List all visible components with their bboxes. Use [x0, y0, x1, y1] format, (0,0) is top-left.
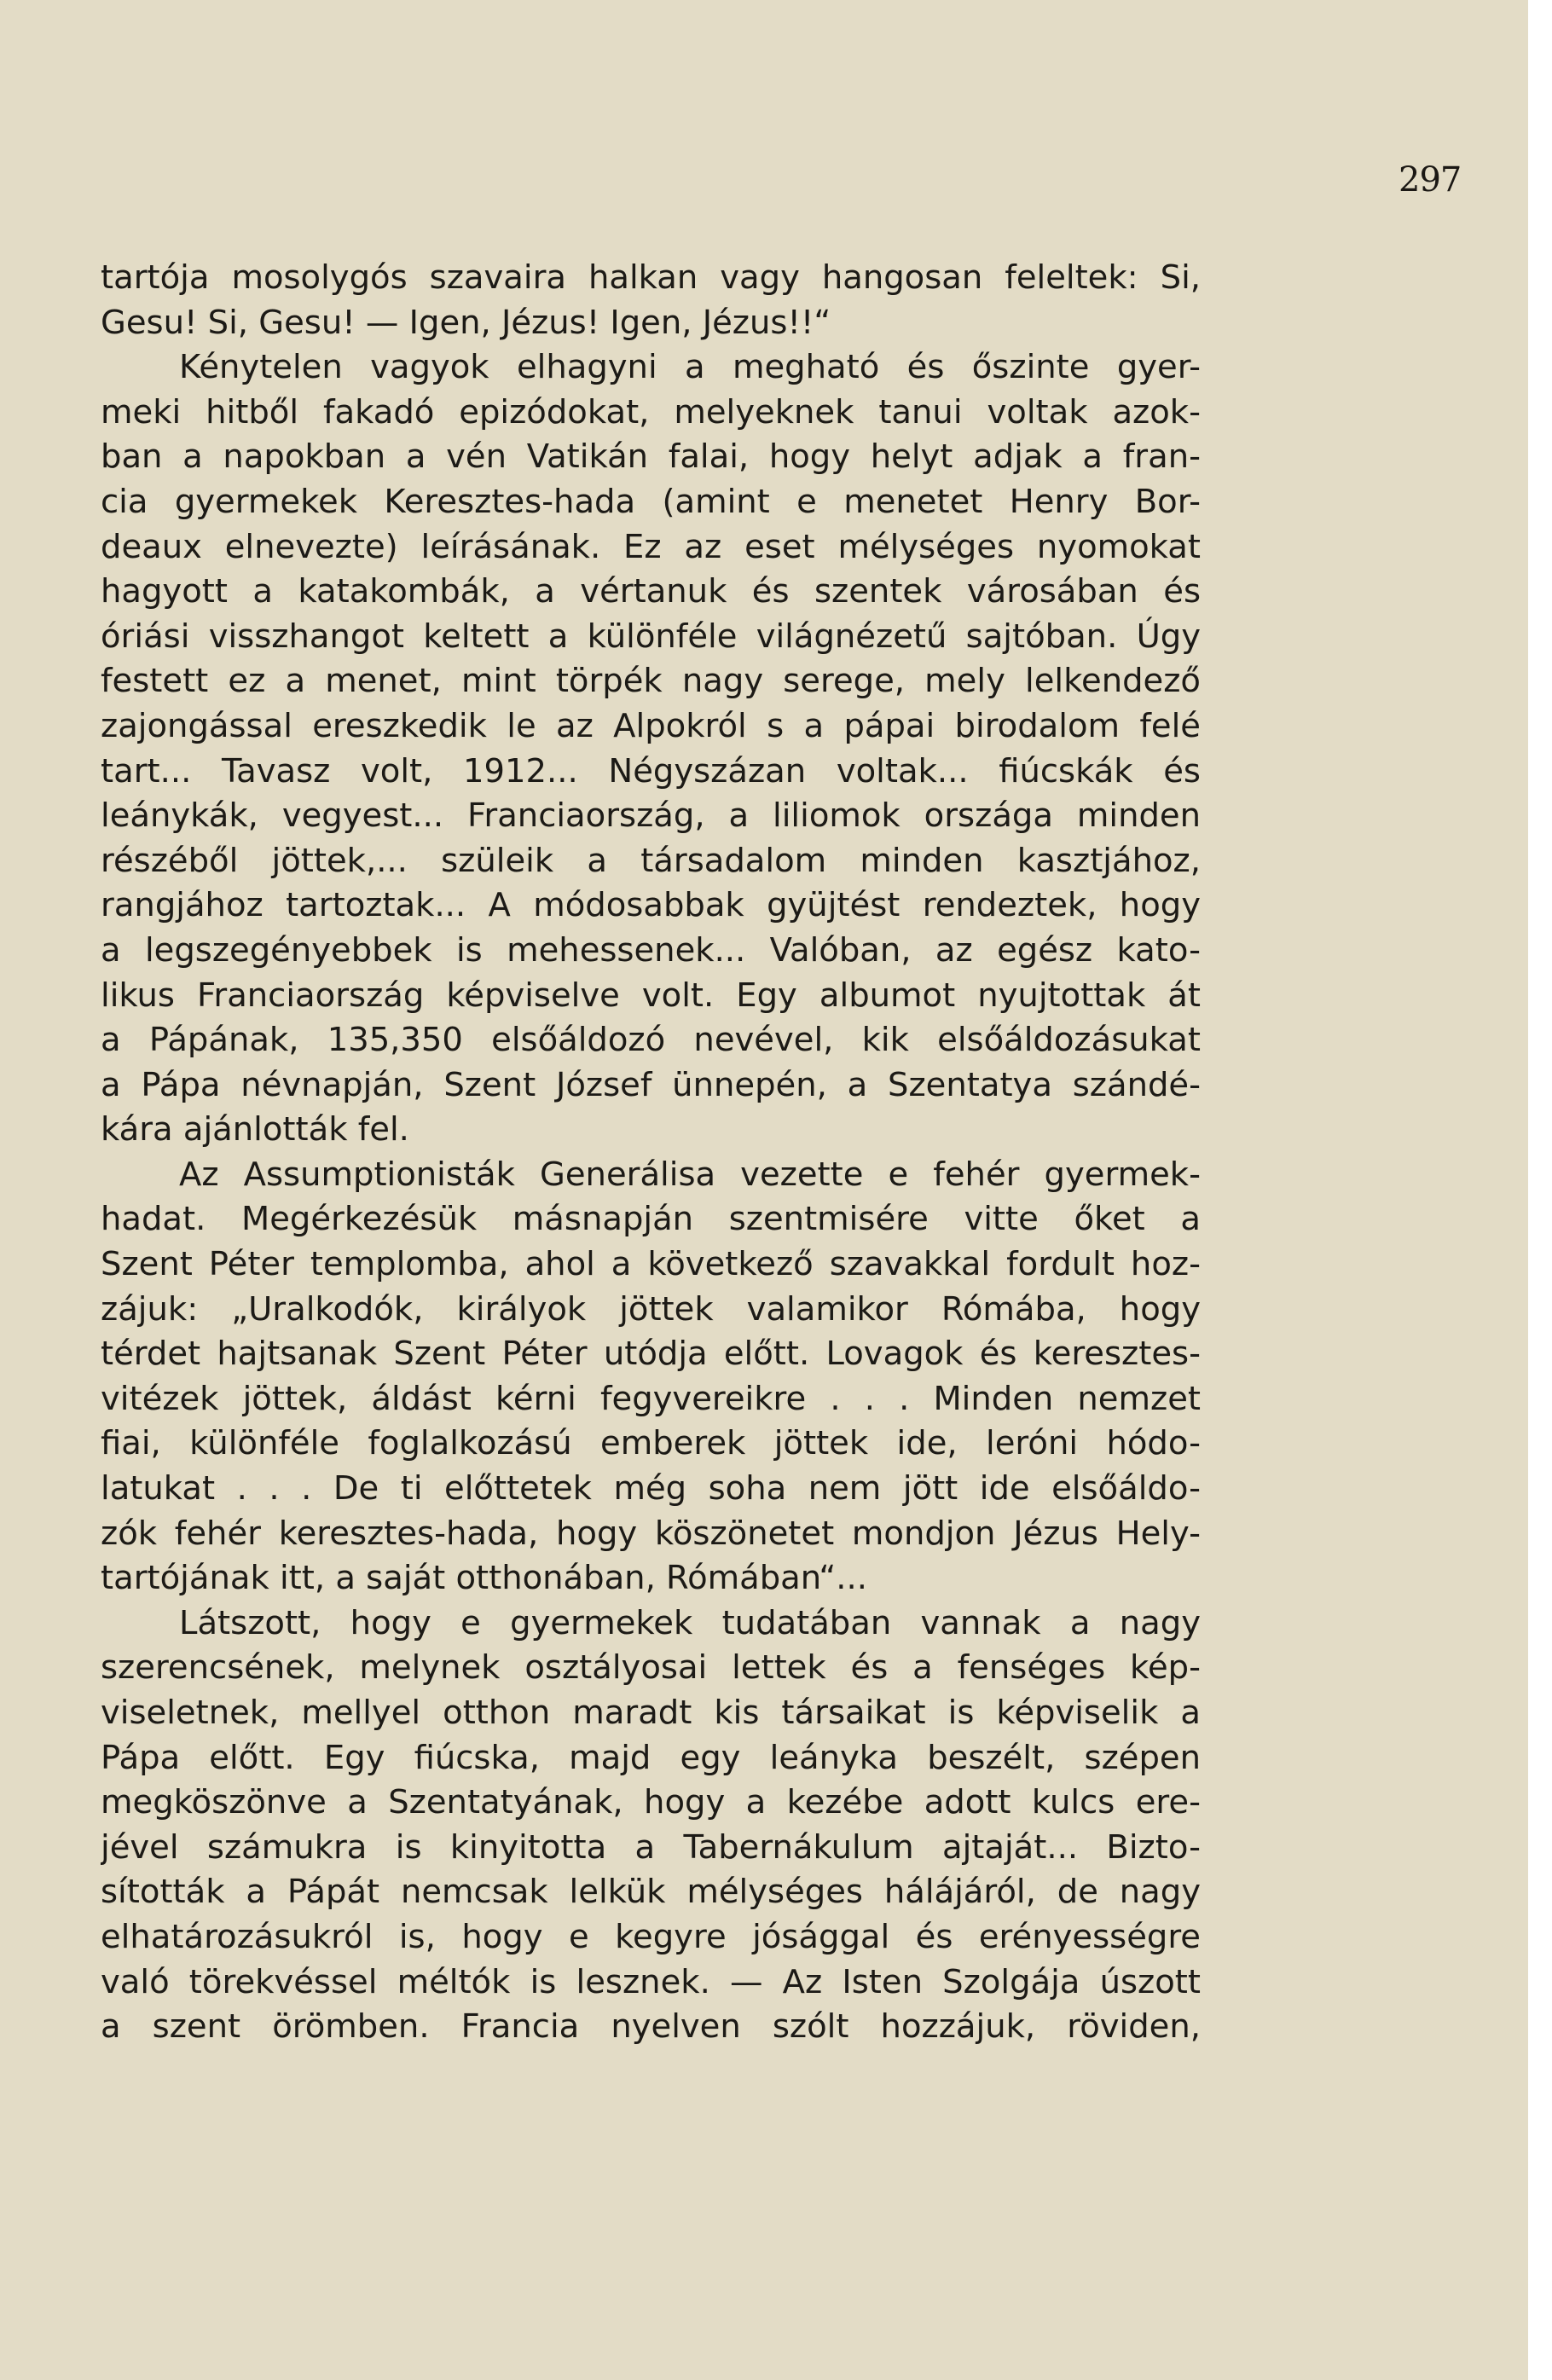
- text-line: zajongással ereszkedik le az Alpokról s a pápai birodalom felé: [101, 706, 1201, 745]
- text-line: Kénytelen vagyok elhagyni a megható és őszinte gyer-: [179, 348, 1201, 387]
- text-line: cia gyermekek Keresztes-hada (amint e menetet Henry Bor-: [101, 482, 1201, 521]
- text-line: megköszönve a Szentatyának, hogy a kezébe adott kulcs ere-: [101, 1783, 1201, 1822]
- text-line: óriási visszhangot keltett a különféle világnézetű sajtóban. Úgy: [101, 617, 1201, 656]
- text-line: Gesu! Si, Gesu! — Igen, Jézus! Igen, Jézus!!“: [101, 303, 831, 342]
- text-line: a Pápának, 135,350 elsőáldozó nevével, kik elsőáldozásukat: [101, 1021, 1201, 1060]
- text-line: leánykák, vegyest... Franciaország, a liliomok országa minden: [101, 796, 1201, 836]
- text-line: tartójának itt, a saját otthonában, Rómában“...: [101, 1559, 868, 1598]
- text-line: tart... Tavasz volt, 1912... Négyszázan voltak... fiúcskák és: [101, 751, 1201, 790]
- text-line: Látszott, hogy e gyermekek tudatában vannak a nagy: [179, 1603, 1201, 1642]
- text-line: festett ez a menet, mint törpék nagy serege, mely lelkendező: [101, 662, 1201, 701]
- text-line: zók fehér keresztes-hada, hogy köszönetet mondjon Jézus Hely-: [101, 1514, 1201, 1553]
- text-line: likus Franciaország képviselve volt. Egy albumot nyujtottak át: [101, 976, 1201, 1015]
- text-line: vitézek jöttek, áldást kérni fegyvereikre . . . Minden nemzet: [101, 1379, 1201, 1418]
- body-text: [101, 256, 1201, 2050]
- text-line: fiai, különféle foglalkozású emberek jöttek ide, leróni hódo-: [101, 1424, 1201, 1463]
- text-line: latukat . . . De ti előttetek még soha nem jött ide elsőáldo-: [101, 1469, 1201, 1508]
- text-line: zájuk: „Uralkodók, királyok jöttek valamikor Rómába, hogy: [101, 1289, 1201, 1329]
- page-margin-edge: [1528, 0, 1552, 2380]
- text-line: a Pápa névnapján, Szent József ünnepén, a Szentatya szándé-: [101, 1065, 1201, 1104]
- text-line: a szent örömben. Francia nyelven szólt hozzájuk, röviden,: [101, 2007, 1201, 2047]
- text-line: rangjához tartoztak... A módosabbak gyüjtést rendeztek, hogy: [101, 886, 1201, 925]
- text-line: részéből jöttek,... szüleik a társadalom minden kasztjához,: [101, 841, 1201, 880]
- text-line: Pápa előtt. Egy fiúcska, majd egy leányka beszélt, szépen: [101, 1738, 1201, 1777]
- text-line: hadat. Megérkezésük másnapján szentmisére vitte őket a: [101, 1200, 1201, 1239]
- text-line: Szent Péter templomba, ahol a következő szavakkal fordult hoz-: [101, 1245, 1201, 1284]
- text-line: elhatározásukról is, hogy e kegyre jósággal és erényességre: [101, 1917, 1201, 1956]
- text-line: való törekvéssel méltók is lesznek. — Az Isten Szolgája úszott: [101, 1962, 1201, 2001]
- text-line: szerencsének, melynek osztályosai lettek és a fenséges kép-: [101, 1648, 1201, 1688]
- text-line: meki hitből fakadó epizódokat, melyeknek tanui voltak azok-: [101, 392, 1201, 431]
- text-line: hagyott a katakombák, a vértanuk és szentek városában és: [101, 572, 1201, 611]
- text-line: sították a Pápát nemcsak lelkük mélységes hálájáról, de nagy: [101, 1873, 1201, 1912]
- text-line: jével számukra is kinyitotta a Tabernákulum ajtaját... Bizto-: [101, 1827, 1201, 1867]
- page-number: 297: [1399, 160, 1462, 200]
- text-line: ban a napokban a vén Vatikán falai, hogy helyt adjak a fran-: [101, 437, 1201, 477]
- text-line: a legszegényebbek is mehessenek... Valóban, az egész kato-: [101, 930, 1201, 970]
- text-line: térdet hajtsanak Szent Péter utódja előtt. Lovagok és keresztes-: [101, 1335, 1201, 1374]
- text-line: Az Assumptionisták Generálisa vezette e fehér gyermek-: [179, 1155, 1201, 1194]
- text-line: tartója mosolygós szavaira halkan vagy hangosan feleltek: Si,: [101, 258, 1201, 297]
- text-line: deaux elnevezte) leírásának. Ez az eset mélységes nyomokat: [101, 527, 1201, 566]
- text-line: kára ajánlották fel.: [101, 1110, 409, 1149]
- text-line: viseletnek, mellyel otthon maradt kis társaikat is képviselik a: [101, 1694, 1201, 1732]
